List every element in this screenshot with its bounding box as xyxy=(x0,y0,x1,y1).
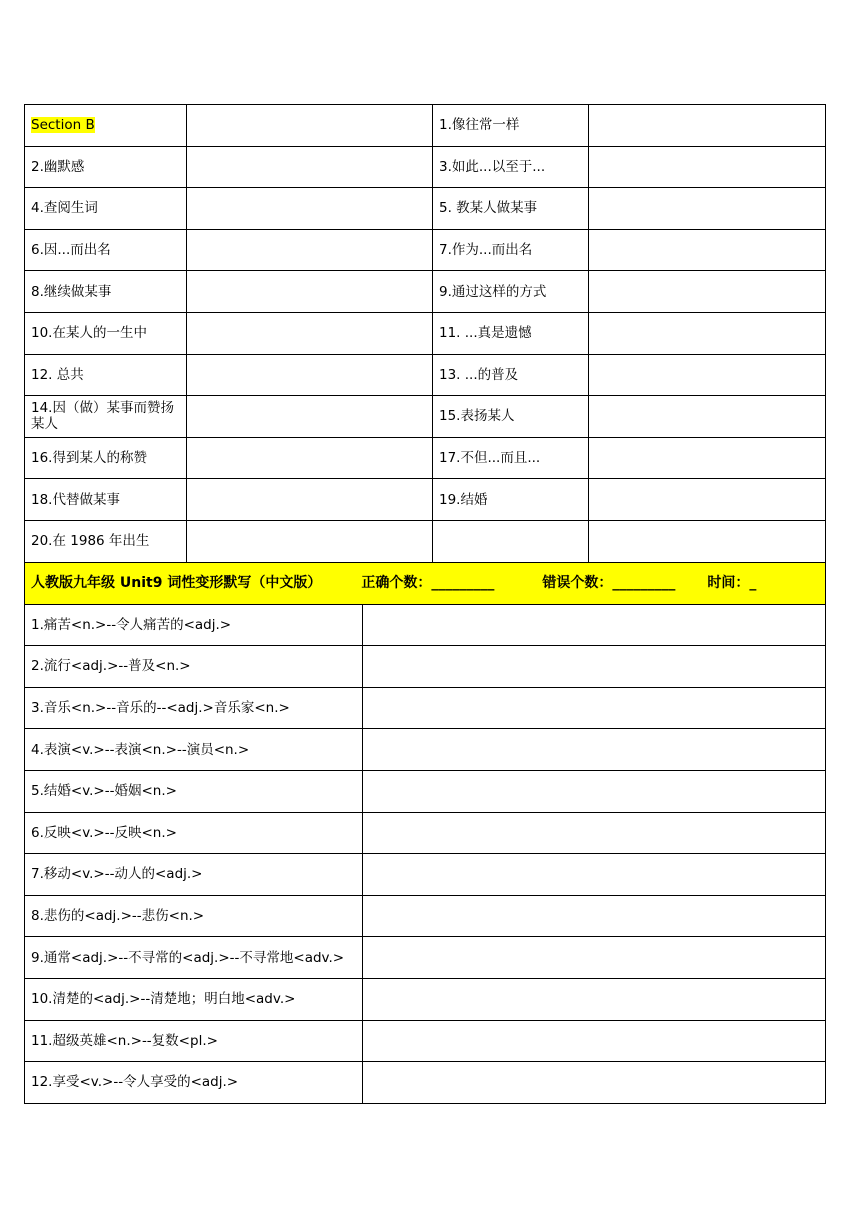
phrase-prompt: 13. ...的普及 xyxy=(433,354,589,396)
word-form-prompt: 7.移动<v.>--动人的<adj.> xyxy=(25,854,363,896)
phrase-prompt: 5. 教某人做某事 xyxy=(433,188,589,230)
answer-cell[interactable] xyxy=(589,312,826,354)
answer-cell[interactable] xyxy=(363,729,826,771)
phrase-prompt xyxy=(433,520,589,562)
banner-wrong-count: 错误个数：_________ xyxy=(542,575,676,592)
word-form-table xyxy=(24,562,826,1104)
phrase-prompt: 2.幽默感 xyxy=(25,146,187,188)
phrase-row xyxy=(25,229,826,271)
phrase-prompt: 14.因（做）某事而赞扬某人 xyxy=(25,396,187,438)
answer-cell[interactable] xyxy=(589,188,826,230)
answer-cell[interactable] xyxy=(187,229,433,271)
phrase-prompt: 9.通过这样的方式 xyxy=(433,271,589,313)
phrase-row xyxy=(25,479,826,521)
phrase-prompt: 10.在某人的一生中 xyxy=(25,312,187,354)
phrase-row xyxy=(25,146,826,188)
phrase-prompt: 7.作为...而出名 xyxy=(433,229,589,271)
phrase-row xyxy=(25,105,826,147)
banner-correct-count: 正确个数：_________ xyxy=(361,575,495,592)
phrase-row xyxy=(25,188,826,230)
answer-cell[interactable] xyxy=(363,604,826,646)
answer-cell[interactable] xyxy=(589,271,826,313)
word-form-prompt: 6.反映<v.>--反映<n.> xyxy=(25,812,363,854)
phrase-prompt: 8.继续做某事 xyxy=(25,271,187,313)
answer-cell[interactable] xyxy=(187,520,433,562)
phrase-prompt xyxy=(25,105,187,147)
answer-cell[interactable] xyxy=(589,146,826,188)
word-form-row xyxy=(25,895,826,937)
answer-cell[interactable] xyxy=(187,396,433,438)
answer-cell[interactable] xyxy=(187,188,433,230)
word-form-prompt: 5.结婚<v.>--婚姻<n.> xyxy=(25,770,363,812)
word-form-row xyxy=(25,812,826,854)
phrase-row xyxy=(25,396,826,438)
answer-cell[interactable] xyxy=(363,770,826,812)
answer-cell[interactable] xyxy=(187,271,433,313)
word-form-prompt: 9.通常<adj.>--不寻常的<adj.>--不寻常地<adv.> xyxy=(25,937,363,979)
phrase-table xyxy=(24,104,826,563)
answer-cell[interactable] xyxy=(187,105,433,147)
phrase-prompt: 11. ...真是遗憾 xyxy=(433,312,589,354)
phrase-prompt: 19.结婚 xyxy=(433,479,589,521)
phrase-row xyxy=(25,312,826,354)
word-form-row xyxy=(25,646,826,688)
answer-cell[interactable] xyxy=(589,479,826,521)
word-form-prompt: 8.悲伤的<adj.>--悲伤<n.> xyxy=(25,895,363,937)
phrase-prompt: 15.表扬某人 xyxy=(433,396,589,438)
answer-cell[interactable] xyxy=(187,354,433,396)
phrase-prompt: 3.如此...以至于... xyxy=(433,146,589,188)
answer-cell[interactable] xyxy=(589,354,826,396)
answer-cell[interactable] xyxy=(187,146,433,188)
answer-cell[interactable] xyxy=(589,396,826,438)
answer-cell[interactable] xyxy=(363,1062,826,1104)
word-form-row xyxy=(25,1020,826,1062)
answer-cell[interactable] xyxy=(363,895,826,937)
phrase-prompt: 6.因...而出名 xyxy=(25,229,187,271)
answer-cell[interactable] xyxy=(363,646,826,688)
phrase-prompt: 16.得到某人的称赞 xyxy=(25,437,187,479)
word-form-row xyxy=(25,937,826,979)
word-form-row xyxy=(25,978,826,1020)
phrase-row xyxy=(25,354,826,396)
word-form-prompt: 10.清楚的<adj.>--清楚地；明白地<adv.> xyxy=(25,978,363,1020)
phrase-row xyxy=(25,437,826,479)
answer-cell[interactable] xyxy=(589,437,826,479)
phrase-prompt: 18.代替做某事 xyxy=(25,479,187,521)
word-form-prompt: 1.痛苦<n.>--令人痛苦的<adj.> xyxy=(25,604,363,646)
section-label: Section B xyxy=(31,117,95,134)
banner-title: 人教版九年级 Unit9 词性变形默写（中文版） xyxy=(31,575,322,592)
answer-cell[interactable] xyxy=(363,812,826,854)
phrase-prompt: 4.查阅生词 xyxy=(25,188,187,230)
answer-cell[interactable] xyxy=(589,229,826,271)
word-form-row xyxy=(25,604,826,646)
word-form-prompt: 3.音乐<n.>--音乐的--<adj.>音乐家<n.> xyxy=(25,687,363,729)
answer-cell[interactable] xyxy=(187,479,433,521)
answer-cell[interactable] xyxy=(363,687,826,729)
word-form-prompt: 12.享受<v.>--令人享受的<adj.> xyxy=(25,1062,363,1104)
answer-cell[interactable] xyxy=(187,437,433,479)
answer-cell[interactable] xyxy=(363,854,826,896)
word-form-prompt: 11.超级英雄<n.>--复数<pl.> xyxy=(25,1020,363,1062)
answer-cell[interactable] xyxy=(363,937,826,979)
answer-cell[interactable] xyxy=(187,312,433,354)
phrase-prompt: 12. 总共 xyxy=(25,354,187,396)
answer-cell[interactable] xyxy=(363,1020,826,1062)
banner-cell xyxy=(25,563,826,605)
word-form-row xyxy=(25,729,826,771)
word-form-row xyxy=(25,770,826,812)
word-form-row xyxy=(25,1062,826,1104)
word-form-row xyxy=(25,687,826,729)
phrase-prompt: 17.不但...而且... xyxy=(433,437,589,479)
phrase-row xyxy=(25,520,826,562)
answer-cell[interactable] xyxy=(589,105,826,147)
answer-cell[interactable] xyxy=(589,520,826,562)
phrase-prompt: 1.像往常一样 xyxy=(433,105,589,147)
word-form-row xyxy=(25,854,826,896)
section-banner xyxy=(25,563,826,605)
word-form-prompt: 2.流行<adj.>--普及<n.> xyxy=(25,646,363,688)
banner-time: 时间：_ xyxy=(707,575,757,592)
phrase-prompt: 20.在 1986 年出生 xyxy=(25,520,187,562)
word-form-prompt: 4.表演<v.>--表演<n.>--演员<n.> xyxy=(25,729,363,771)
answer-cell[interactable] xyxy=(363,978,826,1020)
phrase-row xyxy=(25,271,826,313)
